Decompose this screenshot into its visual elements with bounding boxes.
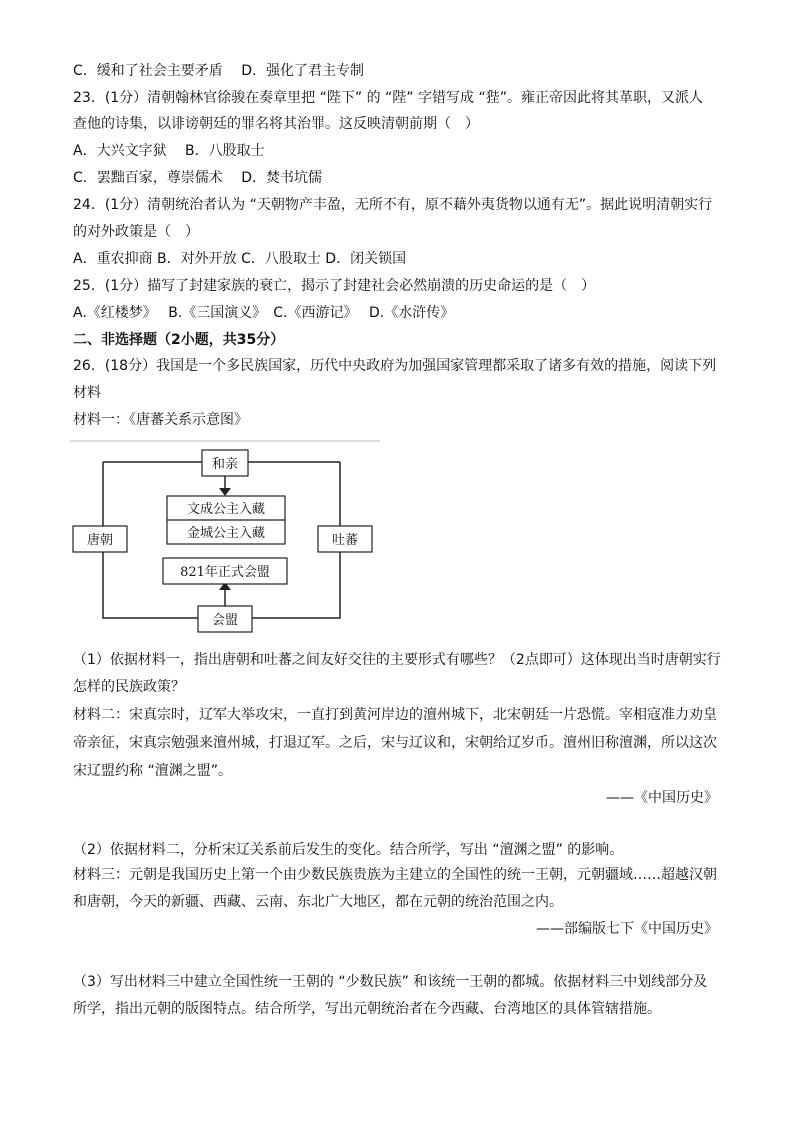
material-3-line-2: 和唐朝，今天的新疆、西藏、云南、东北广大地区，都在元朝的统治范围之内。	[73, 894, 563, 910]
wencheng-label: 文成公主入藏	[186, 502, 266, 517]
q23-stem-1: 23．(1分）清朝翰林官徐骏在奏章里把 “陛下” 的 “陛” 字错写成 “狴”。雍正帝因此将其革职，又派人	[73, 90, 703, 106]
section-heading: 二、非选择题（2小题，共35分）	[73, 332, 285, 348]
material-3-source: ——部编版七下《中国历史》	[536, 921, 718, 937]
heqin-label: 和亲	[211, 457, 239, 472]
jincheng-label: 金城公主入藏	[186, 526, 266, 541]
q26-1-stem-2: 怎样的民族政策？	[73, 679, 185, 695]
tang-tubo-relation-diagram	[70, 440, 380, 636]
material-1-title: 材料一：《唐蕃关系示意图》	[73, 412, 248, 428]
q26-stem-1: 26．(18分）我国是一个多民族国家，历代中央政府为加强国家管理都采取了诸多有效的措施，阅读下列	[73, 358, 717, 374]
q23-options-ab: A．大兴文字狱 B．八股取士	[73, 143, 265, 159]
q24-stem-2: 的对外政策是（ ）	[73, 224, 199, 240]
material-3-line-1: 材料三：元朝是我国历史上第一个由少数民族贵族为主建立的全国性的统一王朝，元朝疆域……超越汉朝	[73, 867, 717, 883]
q26-stem-2: 材料	[73, 385, 101, 401]
tubo-label: 吐蕃	[331, 533, 359, 548]
line-option-c-d: C．缓和了社会主要矛盾 D．强化了君主专制	[73, 63, 365, 79]
tang-label: 唐朝	[86, 533, 114, 548]
q26-1-stem-1: （1）依据材料一，指出唐朝和吐蕃之间友好交往的主要形式有哪些？（2点即可）这体现出当时唐朝实行	[73, 652, 721, 668]
q26-3-stem-2: 所学，指出元朝的版图特点。结合所学，写出元朝统治者在今西藏、台湾地区的具体管辖措施。	[73, 1001, 661, 1017]
material-2-line-3: 宋辽盟约称 “澶渊之盟”。	[73, 763, 232, 779]
q24-stem-1: 24．(1分）清朝统治者认为 “天朝物产丰盈，无所不有，原不藉外夷货物以通有无”。据此说明清朝实行	[73, 197, 713, 213]
q25-stem: 25．(1分）描写了封建家族的衰亡，揭示了封建社会必然崩溃的历史命运的是（ ）	[73, 278, 596, 294]
material-2-line-1: 材料二：宋真宗时，辽军大举攻宋，一直打到黄河岸边的澶州城下，北宋朝廷一片恐慌。宰相寇准力劝皇	[73, 707, 717, 723]
huimeng-821-label: 821年正式会盟	[180, 565, 270, 580]
q26-2-stem: （2）依据材料二，分析宋辽关系前后发生的变化。结合所学，写出 “澶渊之盟” 的影响。	[73, 842, 624, 858]
q23-stem-2: 查他的诗集，以诽谤朝廷的罪名将其治罪。这反映清朝前期（ ）	[73, 116, 479, 132]
huimeng-label: 会盟	[211, 613, 239, 628]
q26-3-stem-1: （3）写出材料三中建立全国性统一王朝的 “少数民族” 和该统一王朝的都城。依据材料三中划线部分及	[73, 974, 708, 990]
material-2-source: ——《中国历史》	[606, 790, 718, 806]
q24-options: A．重农抑商 B．对外开放 C．八股取士 D．闭关锁国	[73, 251, 407, 267]
material-2-line-2: 帝亲征，宋真宗勉强来澶州城，打退辽军。之后，宋与辽议和，宋朝给辽岁币。澶州旧称澶渊，所以这次	[73, 735, 717, 751]
q25-options: A.《红楼梦》 B.《三国演义》 C.《西游记》 D.《水浒传》	[73, 305, 455, 321]
q23-options-cd: C．罢黜百家，尊崇儒术 D．焚书坑儒	[73, 170, 323, 186]
